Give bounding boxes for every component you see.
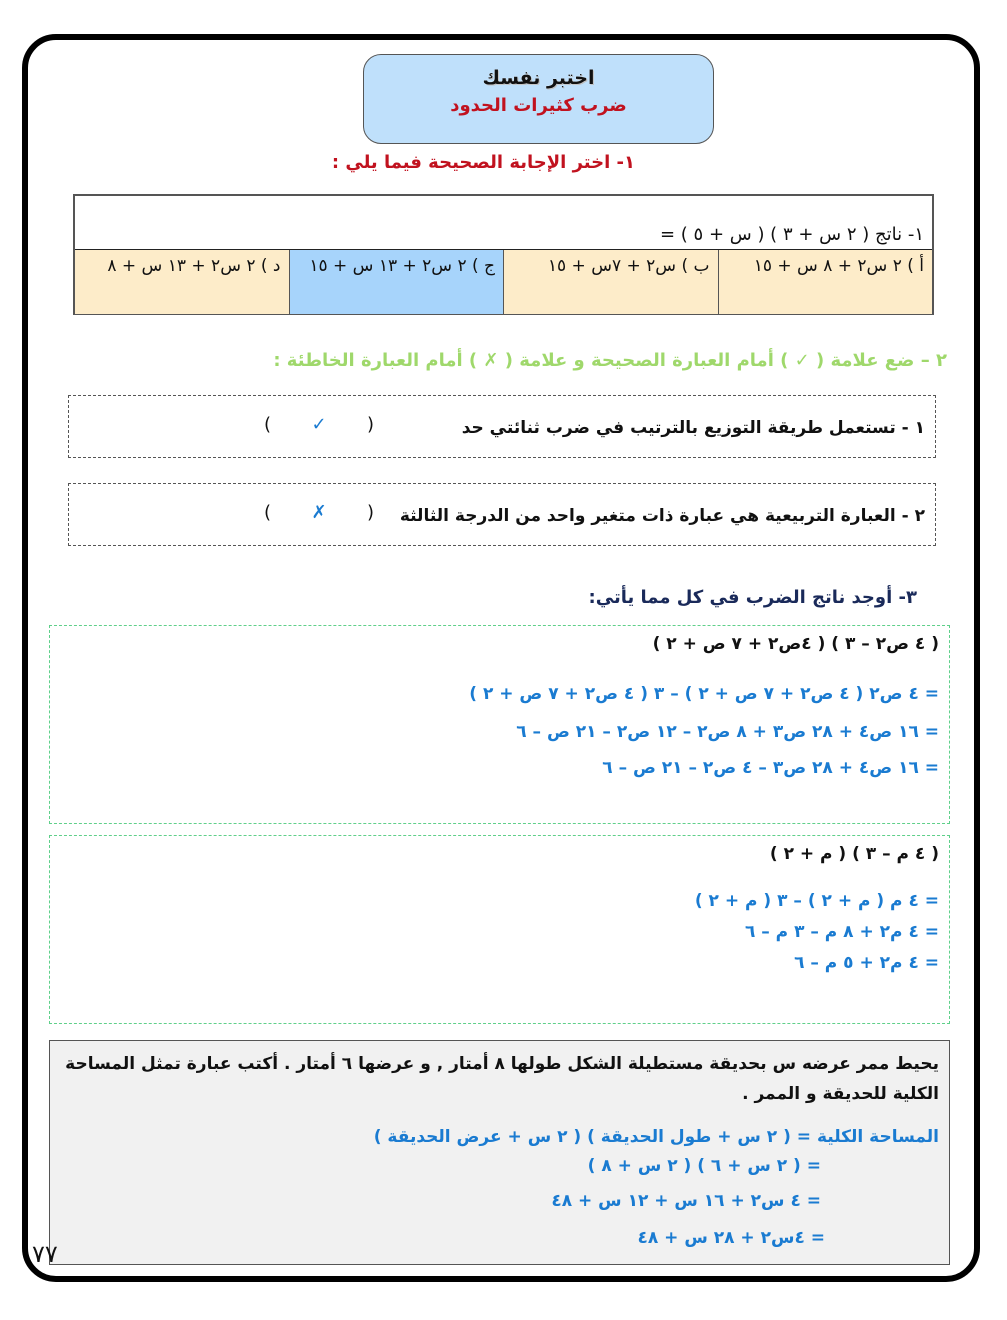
mc-option-b[interactable]: ب ) س٢ + ٧س + ١٥ [503, 250, 718, 314]
question3-heading: ٣- أوجد ناتج الضرب في كل مما يأتي: [588, 587, 917, 608]
mc-option-a[interactable]: أ ) ٢ س٢ + ٨ س + ١٥ [718, 250, 933, 314]
true-false-item-2 [68, 483, 936, 546]
mc-option-c-correct[interactable]: ج ) ٢ س٢ + ١٣ س + ١٥ [289, 250, 504, 314]
solution-step: = ( ٢ س + ٦ ) ( ٢ س + ٨ ) [587, 1156, 821, 1176]
paren-open: ( [264, 414, 272, 435]
multiple-choice-table [73, 194, 934, 315]
solution-step: المساحة الكلية = ( ٢ س + طول الحديقة ) ( ٢ س + عرض الحديقة ) [373, 1127, 939, 1147]
tf-statement: ١ - تستعمل طريقة التوزيع بالترتيب في ضرب ثنائتي حد [461, 418, 925, 438]
mc-question-row [75, 196, 932, 249]
word-problem-box [49, 1040, 950, 1265]
solution-step: = ١٦ ص٤ + ٢٨ ص٣ + ٨ ص٢ – ١٢ ص٢ – ٢١ ص – ٦ [516, 722, 939, 742]
solution-step: = ١٦ ص٤ + ٢٨ ص٣ – ٤ ص٢ – ٢١ ص – ٦ [602, 758, 939, 778]
solution-step: = ٤ م٢ + ٨ م – ٣ م – ٦ [744, 922, 939, 942]
solution-step: = ٤ م٢ + ٥ م – ٦ [794, 953, 939, 973]
problem-expression: ( ٤ م – ٣ ) ( م + ٢ ) [769, 844, 939, 864]
problem-expression: ( ٤ ص٢ – ٣ ) ( ٤ص٢ + ٧ ص + ٢ ) [652, 634, 939, 654]
question2-heading: ٢ – ضع علامة ( ✓ ) أمام العبارة الصحيحة و علامة ( ✗ ) أمام العبارة الخاطئة : [273, 350, 947, 371]
paren-open: ( [264, 502, 272, 523]
tf-answer-slot[interactable] [264, 502, 374, 523]
paren-close: ) [366, 414, 374, 435]
title-box [363, 54, 714, 144]
work-box-2 [49, 835, 950, 1024]
question1-heading: ١- اختر الإجابة الصحيحة فيما يلي : [331, 152, 635, 173]
page-title: اختبر نفسك [482, 67, 595, 89]
tf-answer-slot[interactable] [264, 414, 374, 435]
solution-step: = ٤ م ( م + ٢ ) – ٣ ( م + ٢ ) [694, 891, 939, 911]
page-subtitle: ضرب كثيرات الحدود [450, 95, 627, 116]
solution-step: = ٤ س٢ + ١٦ س + ١٢ س + ٤٨ [551, 1191, 821, 1211]
mc-question-text: ١- ناتج ( ٢ س + ٣ ) ( س + ٥ ) = [659, 224, 924, 245]
check-icon: ✓ [311, 414, 327, 435]
true-false-item-1 [68, 395, 936, 458]
mc-options-row [75, 249, 932, 314]
page-number: ٧٧ [32, 1240, 58, 1268]
solution-step: = ٤ ص٢ ( ٤ ص٢ + ٧ ص + ٢ ) – ٣ ( ٤ ص٢ + ٧ ص + ٢ ) [469, 684, 939, 704]
cross-icon: ✗ [311, 502, 327, 523]
word-problem-text: يحيط ممر عرضه س بحديقة مستطيلة الشكل طولها ٨ أمتار , و عرضها ٦ أمتار . أكتب عبارة تمثل المساحة الكلية للحديقة و الممر . [65, 1054, 939, 1104]
solution-step: = ٤س٢ + ٢٨ س + ٤٨ [637, 1228, 825, 1248]
paren-close: ) [366, 502, 374, 523]
tf-statement: ٢ - العبارة التربيعية هي عبارة ذات متغير واحد من الدرجة الثالثة [399, 506, 925, 526]
mc-option-d[interactable]: د ) ٢ س٢ + ١٣ س + ٨ [75, 250, 289, 314]
work-box-1 [49, 625, 950, 824]
